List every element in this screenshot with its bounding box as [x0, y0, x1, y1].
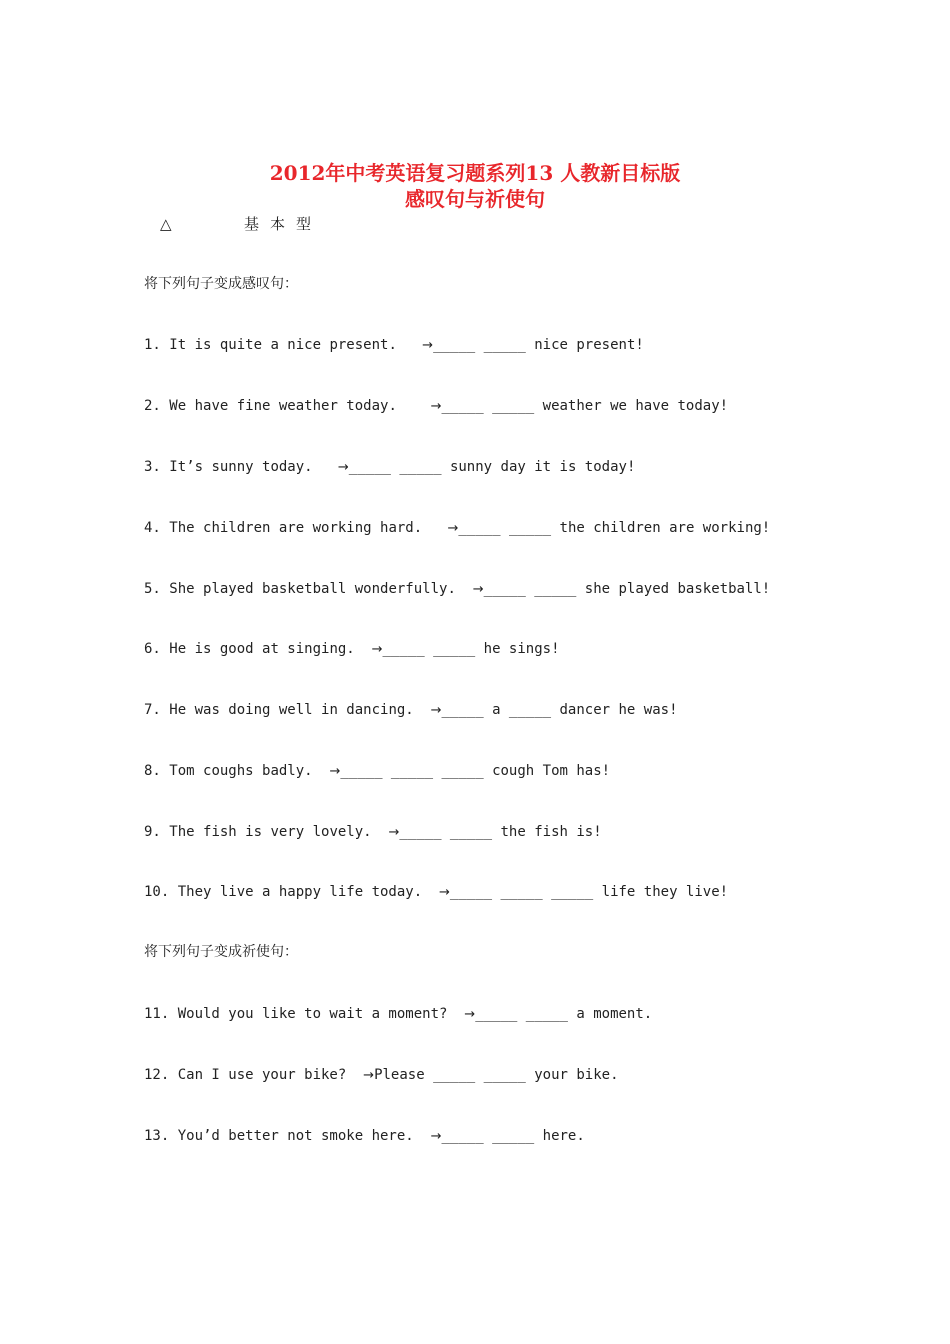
exercise-gap [422, 884, 439, 900]
arrow-icon: → [363, 1068, 375, 1083]
exercise-answer-blank: _____ _____ sunny day it is today! [348, 459, 636, 475]
exercise-item [144, 396, 728, 417]
exercise-number: 3. [144, 459, 170, 475]
exercise-number: 7. [144, 702, 170, 718]
exercise-gap [447, 1006, 464, 1022]
exercise-sentence: Tom coughs badly. [169, 763, 313, 779]
exercise-answer-blank: _____ _____ weather we have today! [441, 398, 729, 414]
exercise-answer-blank: _____ _____ a moment. [475, 1006, 653, 1022]
arrow-icon: → [430, 399, 442, 414]
exercise-sentence: She played basketball wonderfully. [169, 581, 456, 597]
exercise-sentence: Can I use your bike? [177, 1067, 347, 1083]
exercise-answer-blank: _____ _____ _____ cough Tom has! [340, 763, 611, 779]
arrow-icon: → [472, 582, 484, 597]
exercise-sentence: The fish is very lovely. [169, 824, 372, 840]
exercise-answer-blank: _____ _____ he sings! [382, 641, 560, 657]
exercise-number: 4. [144, 520, 170, 536]
arrow-icon: → [464, 1007, 476, 1022]
exercise-item [144, 1065, 619, 1086]
exercise-number: 1. [144, 337, 170, 353]
exercise-answer-blank: _____ _____ nice present! [433, 337, 644, 353]
exercise-number: 10. [144, 884, 178, 900]
exercise-number: 11. [144, 1006, 178, 1022]
arrow-icon: → [430, 1129, 442, 1144]
triangle-icon: △ [160, 215, 172, 233]
section-heading [160, 213, 322, 235]
exercise-sentence: It is quite a nice present. [169, 337, 397, 353]
exercise-item [144, 882, 728, 903]
exercise-answer-blank: _____ _____ the fish is! [399, 824, 602, 840]
arrow-icon: → [371, 642, 383, 657]
arrow-icon: → [388, 825, 400, 840]
exercise-gap [397, 398, 431, 414]
exercise-sentence: You’d better not smoke here. [177, 1128, 414, 1144]
exercise-gap [313, 763, 330, 779]
exercise-item [144, 457, 635, 478]
exercise-item [144, 700, 678, 721]
section-label: 基本型 [244, 215, 323, 233]
exercise-item [144, 761, 610, 782]
exercise-gap [422, 520, 447, 536]
arrow-icon: → [337, 460, 349, 475]
exercise-sentence: The children are working hard. [169, 520, 423, 536]
exercise-item [144, 1004, 652, 1025]
exercise-gap [414, 1128, 431, 1144]
exercise-sentence: Would you like to wait a moment? [177, 1006, 448, 1022]
exercise-item [144, 1126, 585, 1147]
exercise-sentence: He is good at singing. [169, 641, 355, 657]
exercise-gap [414, 702, 431, 718]
exercise-number: 9. [144, 824, 170, 840]
exercise-item [144, 822, 602, 843]
arrow-icon: → [422, 338, 434, 353]
exercise-item [144, 518, 770, 539]
instruction-exclamatory: 将下列句子变成感叹句： [144, 276, 298, 292]
exercise-answer-blank: _____ a _____ dancer he was! [441, 702, 678, 718]
exercise-gap [346, 1067, 363, 1083]
exercise-sentence: We have fine weather today. [169, 398, 397, 414]
document-subtitle: 感叹句与祈使句 [405, 187, 545, 211]
exercise-number: 12. [144, 1067, 178, 1083]
arrow-icon: → [430, 703, 442, 718]
exercise-item [144, 639, 560, 660]
exercise-gap [456, 581, 473, 597]
exercise-number: 13. [144, 1128, 178, 1144]
exercise-gap [397, 337, 422, 353]
exercise-number: 2. [144, 398, 170, 414]
exercise-gap [355, 641, 372, 657]
document-title: 2012年中考英语复习题系列13 人教新目标版 [269, 161, 681, 185]
exercise-answer-blank: _____ _____ here. [441, 1128, 585, 1144]
exercise-answer-blank: _____ _____ she played basketball! [483, 581, 771, 597]
exercise-sentence: He was doing well in dancing. [169, 702, 414, 718]
instruction-imperative: 将下列句子变成祈使句： [144, 944, 298, 960]
arrow-icon: → [329, 764, 341, 779]
exercise-item [144, 579, 770, 600]
exercise-answer-blank: _____ _____ _____ life they live! [449, 884, 729, 900]
arrow-icon: → [439, 885, 450, 900]
exercise-answer-blank: _____ _____ the children are working! [458, 520, 771, 536]
exercise-sentence: They live a happy life today. [177, 884, 423, 900]
exercise-number: 6. [144, 641, 170, 657]
exercise-gap [372, 824, 389, 840]
exercise-gap [313, 459, 338, 475]
exercise-answer-blank: Please _____ _____ your bike. [374, 1067, 619, 1083]
exercise-item [144, 335, 644, 356]
arrow-icon: → [447, 521, 459, 536]
exercise-number: 8. [144, 763, 170, 779]
exercise-number: 5. [144, 581, 170, 597]
exercise-sentence: It’s sunny today. [169, 459, 313, 475]
